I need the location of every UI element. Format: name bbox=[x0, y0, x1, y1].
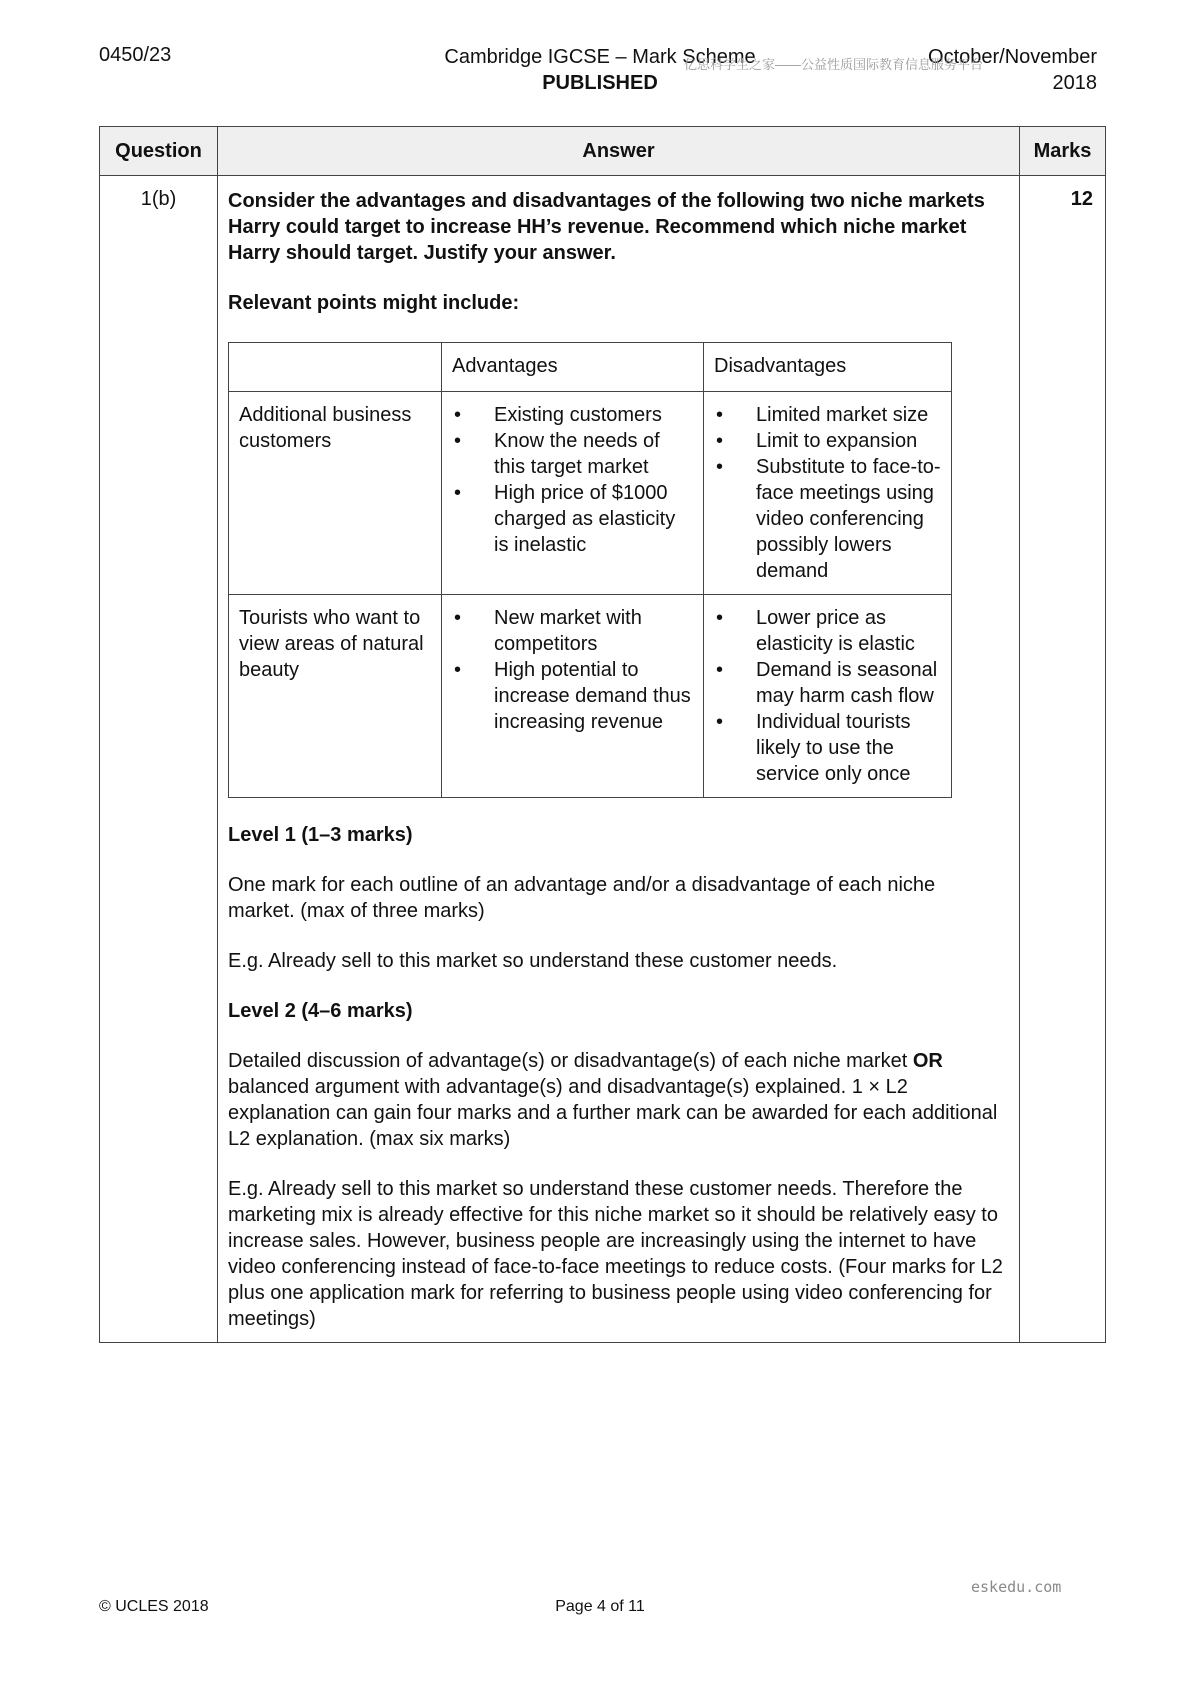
disadvantages-header: Disadvantages bbox=[704, 343, 952, 392]
page-number: Page 4 of 11 bbox=[555, 1598, 645, 1615]
mark-scheme-table bbox=[99, 126, 1106, 1343]
inner-row-tourists bbox=[229, 595, 952, 798]
inner-header-row bbox=[229, 343, 952, 392]
level1-description: One mark for each outline of an advantage and/or a disadvantage of each niche market. (max of three marks) bbox=[228, 874, 936, 922]
list-item: • New market with competitors bbox=[452, 605, 695, 657]
question-column-header: Question bbox=[100, 127, 218, 176]
level2-desc-part1: Detailed discussion of advantage(s) or disadvantage(s) of each niche market bbox=[228, 1050, 908, 1072]
published-label: PUBLISHED bbox=[542, 72, 658, 94]
answer-cell bbox=[218, 176, 1020, 1343]
copyright: © UCLES 2018 bbox=[99, 1598, 209, 1615]
footer-watermark: eskedu.com bbox=[971, 1578, 1062, 1596]
list-item: • Limit to expansion bbox=[714, 428, 943, 454]
list-item: • High price of $1000 charged as elasticity is inelastic bbox=[452, 480, 695, 558]
niche-market-table bbox=[228, 342, 952, 798]
question-prompt: Consider the advantages and disadvantages of the following two niche markets Harry could target to increase HH’s revenue. Recommend which niche market Harry should target. Justify your answer. bbox=[228, 190, 985, 264]
list-item: • Substitute to face-to-face meetings using video conferencing possibly lowers demand bbox=[714, 454, 943, 584]
or-keyword: OR bbox=[912, 1050, 943, 1072]
list-item: • Limited market size bbox=[714, 402, 943, 428]
row-label: Tourists who want to view areas of natural beauty bbox=[229, 595, 442, 798]
list-item: • Lower price as elasticity is elastic bbox=[714, 605, 943, 657]
disadvantages-cell bbox=[704, 392, 952, 595]
level1-example: E.g. Already sell to this market so understand these customer needs. bbox=[228, 950, 838, 972]
list-item: • High potential to increase demand thus increasing revenue bbox=[452, 657, 695, 735]
disadvantages-list bbox=[714, 402, 943, 584]
session-label: October/November bbox=[928, 46, 1097, 68]
level2-title: Level 2 (4–6 marks) bbox=[228, 1000, 413, 1022]
level2-desc-part2: balanced argument with advantage(s) and disadvantage(s) explained. 1 × L2 explanation can gain four marks and a further mark can be awarded for each additional L2 explanation. (max six marks) bbox=[228, 1076, 998, 1150]
inner-row-business bbox=[229, 392, 952, 595]
advantages-list bbox=[452, 605, 695, 735]
level2-description bbox=[228, 1048, 1005, 1152]
list-item: • Existing customers bbox=[452, 402, 695, 428]
table-row bbox=[100, 176, 1106, 1343]
level1-title: Level 1 (1–3 marks) bbox=[228, 824, 413, 846]
disadvantages-cell bbox=[704, 595, 952, 798]
header-watermark: 亿思科学生之家——公益性质国际教育信息服务平台 bbox=[684, 57, 984, 72]
advantages-cell bbox=[442, 392, 704, 595]
document-title: Cambridge IGCSE – Mark Scheme bbox=[444, 46, 756, 68]
level2-example: E.g. Already sell to this market so understand these customer needs. Therefore the marketing mix is already effective for this niche market so it should be relatively easy to increase sales. However, business people are increasingly using the internet to have video conferencing instead of face-to-face meetings to reduce costs. (Four marks for L2 plus one application mark for referring to business people using video conferencing for meetings) bbox=[228, 1178, 1003, 1330]
paper-code: 0450/23 bbox=[99, 44, 172, 66]
list-item: • Individual tourists likely to use the service only once bbox=[714, 709, 943, 787]
advantages-header: Advantages bbox=[442, 343, 704, 392]
list-item: • Demand is seasonal may harm cash flow bbox=[714, 657, 943, 709]
advantages-cell bbox=[442, 595, 704, 798]
session-year: 2018 bbox=[1052, 72, 1097, 94]
row-label: Additional business customers bbox=[229, 392, 442, 595]
inner-header-blank bbox=[229, 343, 442, 392]
relevant-points-label: Relevant points might include: bbox=[228, 292, 520, 314]
question-number: 1(b) bbox=[100, 176, 218, 1343]
marks-value: 12 bbox=[1020, 176, 1106, 1343]
marks-column-header: Marks bbox=[1020, 127, 1106, 176]
table-header-row bbox=[100, 127, 1106, 176]
answer-column-header: Answer bbox=[218, 127, 1020, 176]
disadvantages-list bbox=[714, 605, 943, 787]
advantages-list bbox=[452, 402, 695, 558]
list-item: • Know the needs of this target market bbox=[452, 428, 695, 480]
